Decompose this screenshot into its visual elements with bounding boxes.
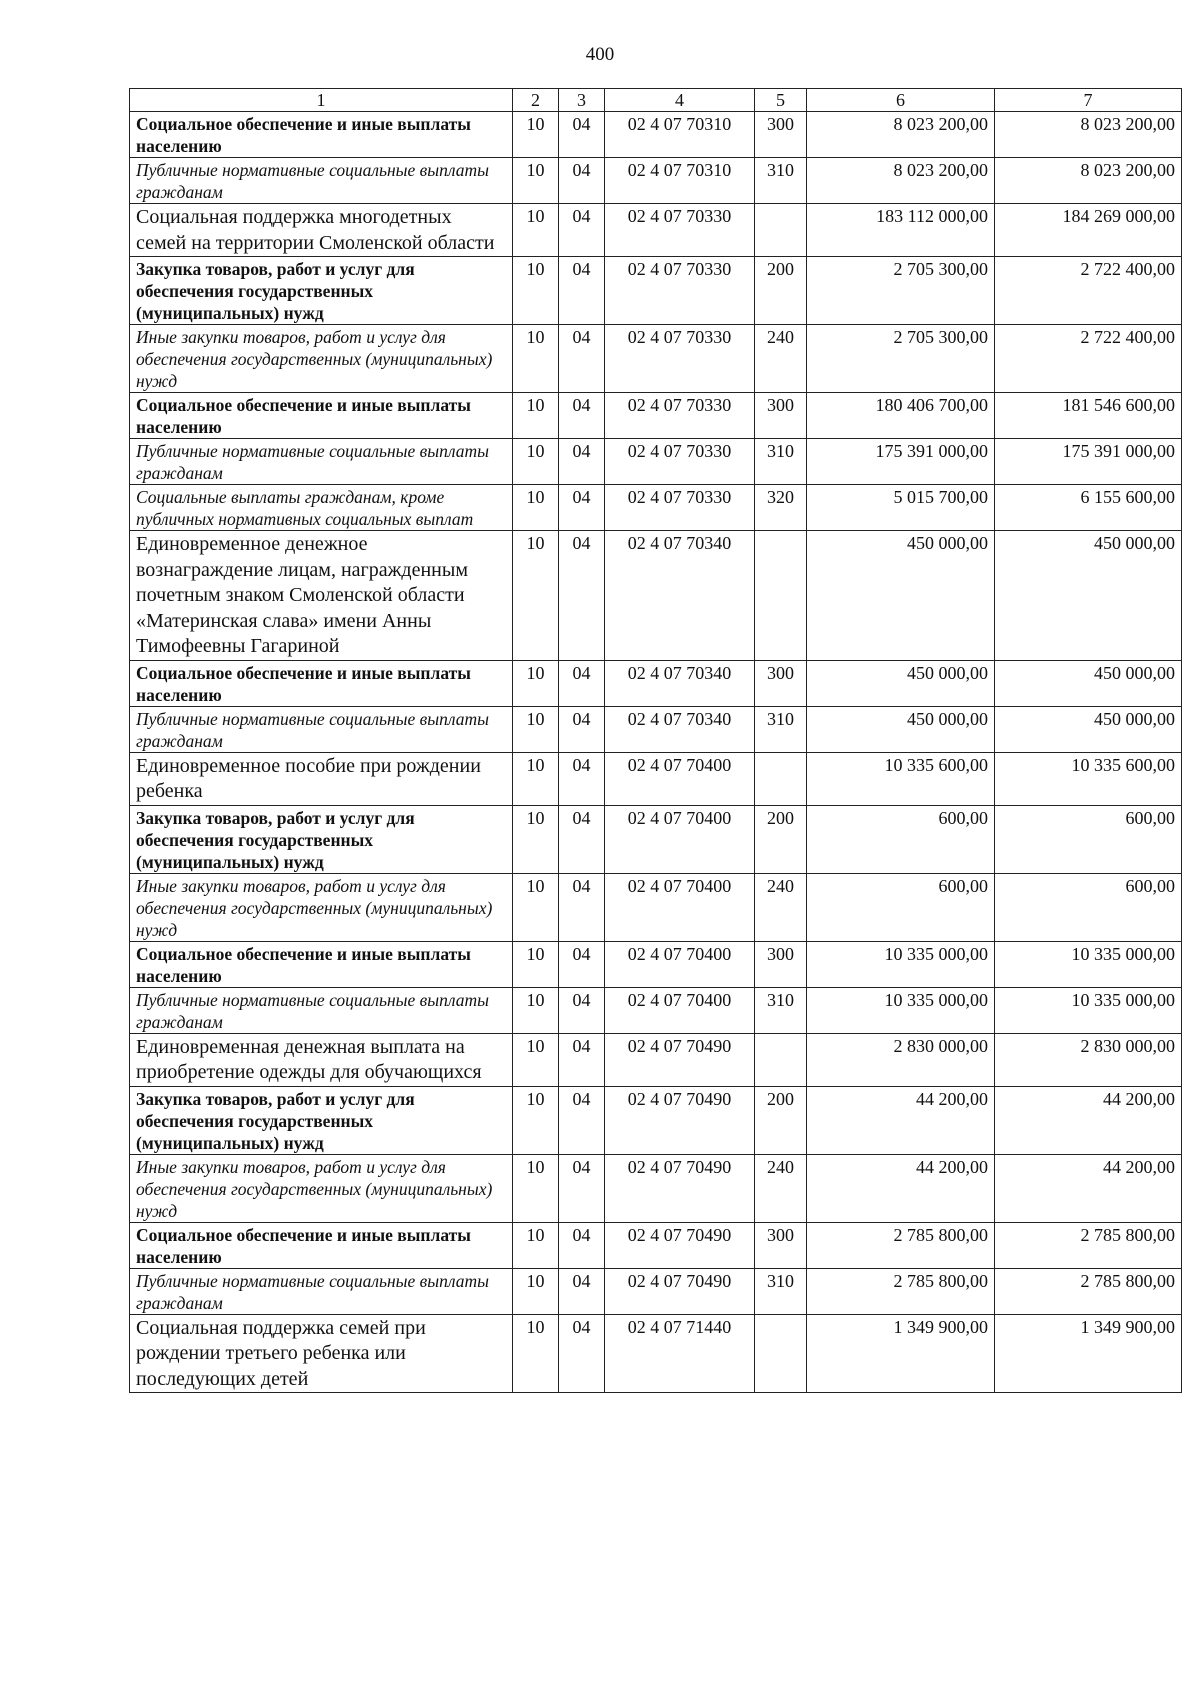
expense-type-cell: 240 [755, 1154, 807, 1222]
amount-year2-cell: 2 722 400,00 [995, 257, 1182, 325]
row-name-cell: Единовременное денежное вознаграждение лицам, награжденным почетным знаком Смоленской области «Материнская слава» имени Анны Тимофеевны Гагариной [130, 531, 513, 661]
target-article-cell: 02 4 07 70490 [605, 1268, 755, 1314]
target-article-cell: 02 4 07 70490 [605, 1222, 755, 1268]
table-row [130, 1268, 1182, 1314]
row-name-cell: Публичные нормативные социальные выплаты гражданам [130, 439, 513, 485]
table-row [130, 873, 1182, 941]
row-name-cell: Иные закупки товаров, работ и услуг для обеспечения государственных (муниципальных) нужд [130, 1154, 513, 1222]
subsection-code-cell: 04 [559, 158, 605, 204]
amount-year1-cell: 450 000,00 [807, 706, 995, 752]
expense-type-cell: 240 [755, 873, 807, 941]
subsection-code-cell: 04 [559, 805, 605, 873]
section-code-cell: 10 [513, 941, 559, 987]
expense-type-cell: 320 [755, 485, 807, 531]
row-name-cell: Социальная поддержка семей при рождении третьего ребенка или последующих детей [130, 1314, 513, 1393]
target-article-cell: 02 4 07 70490 [605, 1033, 755, 1086]
table-row [130, 1033, 1182, 1086]
subsection-code-cell: 04 [559, 752, 605, 805]
target-article-cell: 02 4 07 70490 [605, 1086, 755, 1154]
subsection-code-cell: 04 [559, 1086, 605, 1154]
row-name-cell: Иные закупки товаров, работ и услуг для обеспечения государственных (муниципальных) нужд [130, 873, 513, 941]
target-article-cell: 02 4 07 70340 [605, 660, 755, 706]
row-name-cell: Публичные нормативные социальные выплаты гражданам [130, 987, 513, 1033]
target-article-cell: 02 4 07 70400 [605, 873, 755, 941]
row-name-cell: Закупка товаров, работ и услуг для обеспечения государственных (муниципальных) нужд [130, 805, 513, 873]
table-row [130, 1086, 1182, 1154]
table-row [130, 393, 1182, 439]
section-code-cell: 10 [513, 987, 559, 1033]
table-row [130, 204, 1182, 257]
target-article-cell: 02 4 07 70330 [605, 204, 755, 257]
section-code-cell: 10 [513, 204, 559, 257]
amount-year1-cell: 10 335 600,00 [807, 752, 995, 805]
target-article-cell: 02 4 07 70340 [605, 531, 755, 661]
subsection-code-cell: 04 [559, 660, 605, 706]
table-row [130, 158, 1182, 204]
target-article-cell: 02 4 07 70340 [605, 706, 755, 752]
expense-type-cell [755, 204, 807, 257]
expense-type-cell: 240 [755, 325, 807, 393]
amount-year2-cell: 8 023 200,00 [995, 158, 1182, 204]
section-code-cell: 10 [513, 706, 559, 752]
expense-type-cell: 310 [755, 706, 807, 752]
section-code-cell: 10 [513, 660, 559, 706]
table-body [130, 112, 1182, 1393]
amount-year1-cell: 2 785 800,00 [807, 1268, 995, 1314]
column-header: 3 [559, 89, 605, 112]
subsection-code-cell: 04 [559, 112, 605, 158]
table-row [130, 531, 1182, 661]
target-article-cell: 02 4 07 70330 [605, 485, 755, 531]
table-row [130, 752, 1182, 805]
amount-year2-cell: 600,00 [995, 805, 1182, 873]
expense-type-cell: 200 [755, 805, 807, 873]
amount-year2-cell: 600,00 [995, 873, 1182, 941]
page-number: 400 [585, 44, 615, 65]
amount-year1-cell: 2 705 300,00 [807, 325, 995, 393]
section-code-cell: 10 [513, 1268, 559, 1314]
amount-year2-cell: 450 000,00 [995, 531, 1182, 661]
amount-year2-cell: 175 391 000,00 [995, 439, 1182, 485]
subsection-code-cell: 04 [559, 1033, 605, 1086]
row-name-cell: Единовременная денежная выплата на приобретение одежды для обучающихся [130, 1033, 513, 1086]
subsection-code-cell: 04 [559, 485, 605, 531]
subsection-code-cell: 04 [559, 325, 605, 393]
amount-year1-cell: 600,00 [807, 873, 995, 941]
amount-year1-cell: 2 830 000,00 [807, 1033, 995, 1086]
section-code-cell: 10 [513, 257, 559, 325]
target-article-cell: 02 4 07 71440 [605, 1314, 755, 1393]
budget-table [129, 88, 1182, 1393]
target-article-cell: 02 4 07 70310 [605, 112, 755, 158]
row-name-cell: Публичные нормативные социальные выплаты гражданам [130, 158, 513, 204]
amount-year2-cell: 2 785 800,00 [995, 1222, 1182, 1268]
subsection-code-cell: 04 [559, 1268, 605, 1314]
table-row [130, 941, 1182, 987]
amount-year1-cell: 175 391 000,00 [807, 439, 995, 485]
table-header-row [130, 89, 1182, 112]
subsection-code-cell: 04 [559, 439, 605, 485]
section-code-cell: 10 [513, 752, 559, 805]
section-code-cell: 10 [513, 325, 559, 393]
amount-year2-cell: 44 200,00 [995, 1154, 1182, 1222]
table-row [130, 1314, 1182, 1393]
section-code-cell: 10 [513, 1314, 559, 1393]
expense-type-cell: 300 [755, 660, 807, 706]
expense-type-cell: 200 [755, 257, 807, 325]
expense-type-cell [755, 752, 807, 805]
amount-year1-cell: 450 000,00 [807, 531, 995, 661]
table-row [130, 257, 1182, 325]
subsection-code-cell: 04 [559, 204, 605, 257]
amount-year1-cell: 2 705 300,00 [807, 257, 995, 325]
section-code-cell: 10 [513, 1154, 559, 1222]
table-row [130, 112, 1182, 158]
amount-year1-cell: 8 023 200,00 [807, 158, 995, 204]
row-name-cell: Закупка товаров, работ и услуг для обеспечения государственных (муниципальных) нужд [130, 1086, 513, 1154]
expense-type-cell: 300 [755, 112, 807, 158]
section-code-cell: 10 [513, 439, 559, 485]
section-code-cell: 10 [513, 158, 559, 204]
amount-year2-cell: 1 349 900,00 [995, 1314, 1182, 1393]
target-article-cell: 02 4 07 70330 [605, 393, 755, 439]
amount-year1-cell: 8 023 200,00 [807, 112, 995, 158]
amount-year1-cell: 180 406 700,00 [807, 393, 995, 439]
target-article-cell: 02 4 07 70330 [605, 257, 755, 325]
row-name-cell: Социальные выплаты гражданам, кроме публичных нормативных социальных выплат [130, 485, 513, 531]
expense-type-cell: 310 [755, 439, 807, 485]
amount-year1-cell: 2 785 800,00 [807, 1222, 995, 1268]
target-article-cell: 02 4 07 70400 [605, 987, 755, 1033]
section-code-cell: 10 [513, 1222, 559, 1268]
target-article-cell: 02 4 07 70400 [605, 805, 755, 873]
expense-type-cell [755, 531, 807, 661]
subsection-code-cell: 04 [559, 873, 605, 941]
subsection-code-cell: 04 [559, 257, 605, 325]
subsection-code-cell: 04 [559, 393, 605, 439]
amount-year1-cell: 5 015 700,00 [807, 485, 995, 531]
table-row [130, 1222, 1182, 1268]
amount-year2-cell: 10 335 600,00 [995, 752, 1182, 805]
row-name-cell: Закупка товаров, работ и услуг для обеспечения государственных (муниципальных) нужд [130, 257, 513, 325]
amount-year2-cell: 10 335 000,00 [995, 941, 1182, 987]
column-header: 5 [755, 89, 807, 112]
expense-type-cell: 300 [755, 393, 807, 439]
target-article-cell: 02 4 07 70330 [605, 439, 755, 485]
subsection-code-cell: 04 [559, 941, 605, 987]
table-row [130, 706, 1182, 752]
table-row [130, 485, 1182, 531]
expense-type-cell [755, 1033, 807, 1086]
amount-year2-cell: 450 000,00 [995, 706, 1182, 752]
amount-year1-cell: 44 200,00 [807, 1086, 995, 1154]
subsection-code-cell: 04 [559, 1154, 605, 1222]
row-name-cell: Социальное обеспечение и иные выплаты населению [130, 660, 513, 706]
column-header: 2 [513, 89, 559, 112]
expense-type-cell: 310 [755, 158, 807, 204]
row-name-cell: Публичные нормативные социальные выплаты гражданам [130, 1268, 513, 1314]
subsection-code-cell: 04 [559, 987, 605, 1033]
row-name-cell: Социальное обеспечение и иные выплаты населению [130, 393, 513, 439]
amount-year2-cell: 8 023 200,00 [995, 112, 1182, 158]
table-row [130, 805, 1182, 873]
section-code-cell: 10 [513, 1086, 559, 1154]
section-code-cell: 10 [513, 873, 559, 941]
amount-year1-cell: 1 349 900,00 [807, 1314, 995, 1393]
amount-year2-cell: 2 830 000,00 [995, 1033, 1182, 1086]
expense-type-cell: 300 [755, 941, 807, 987]
amount-year2-cell: 44 200,00 [995, 1086, 1182, 1154]
target-article-cell: 02 4 07 70330 [605, 325, 755, 393]
amount-year2-cell: 184 269 000,00 [995, 204, 1182, 257]
section-code-cell: 10 [513, 112, 559, 158]
row-name-cell: Социальное обеспечение и иные выплаты населению [130, 941, 513, 987]
amount-year2-cell: 6 155 600,00 [995, 485, 1182, 531]
table-row [130, 439, 1182, 485]
table-row [130, 660, 1182, 706]
row-name-cell: Социальное обеспечение и иные выплаты населению [130, 1222, 513, 1268]
amount-year1-cell: 183 112 000,00 [807, 204, 995, 257]
table-row [130, 325, 1182, 393]
expense-type-cell: 310 [755, 987, 807, 1033]
target-article-cell: 02 4 07 70400 [605, 941, 755, 987]
column-header: 6 [807, 89, 995, 112]
amount-year2-cell: 2 722 400,00 [995, 325, 1182, 393]
section-code-cell: 10 [513, 485, 559, 531]
amount-year1-cell: 10 335 000,00 [807, 941, 995, 987]
subsection-code-cell: 04 [559, 706, 605, 752]
row-name-cell: Единовременное пособие при рождении ребенка [130, 752, 513, 805]
target-article-cell: 02 4 07 70310 [605, 158, 755, 204]
section-code-cell: 10 [513, 531, 559, 661]
column-header: 7 [995, 89, 1182, 112]
subsection-code-cell: 04 [559, 531, 605, 661]
amount-year2-cell: 181 546 600,00 [995, 393, 1182, 439]
subsection-code-cell: 04 [559, 1222, 605, 1268]
subsection-code-cell: 04 [559, 1314, 605, 1393]
amount-year1-cell: 600,00 [807, 805, 995, 873]
expense-type-cell [755, 1314, 807, 1393]
amount-year2-cell: 450 000,00 [995, 660, 1182, 706]
table-row [130, 987, 1182, 1033]
table-row [130, 1154, 1182, 1222]
target-article-cell: 02 4 07 70490 [605, 1154, 755, 1222]
amount-year2-cell: 10 335 000,00 [995, 987, 1182, 1033]
column-header: 4 [605, 89, 755, 112]
section-code-cell: 10 [513, 805, 559, 873]
expense-type-cell: 310 [755, 1268, 807, 1314]
amount-year1-cell: 10 335 000,00 [807, 987, 995, 1033]
expense-type-cell: 300 [755, 1222, 807, 1268]
column-header: 1 [130, 89, 513, 112]
amount-year2-cell: 2 785 800,00 [995, 1268, 1182, 1314]
row-name-cell: Социальное обеспечение и иные выплаты населению [130, 112, 513, 158]
row-name-cell: Социальная поддержка многодетных семей на территории Смоленской области [130, 204, 513, 257]
row-name-cell: Иные закупки товаров, работ и услуг для обеспечения государственных (муниципальных) нужд [130, 325, 513, 393]
expense-type-cell: 200 [755, 1086, 807, 1154]
amount-year1-cell: 450 000,00 [807, 660, 995, 706]
section-code-cell: 10 [513, 393, 559, 439]
amount-year1-cell: 44 200,00 [807, 1154, 995, 1222]
row-name-cell: Публичные нормативные социальные выплаты гражданам [130, 706, 513, 752]
section-code-cell: 10 [513, 1033, 559, 1086]
target-article-cell: 02 4 07 70400 [605, 752, 755, 805]
